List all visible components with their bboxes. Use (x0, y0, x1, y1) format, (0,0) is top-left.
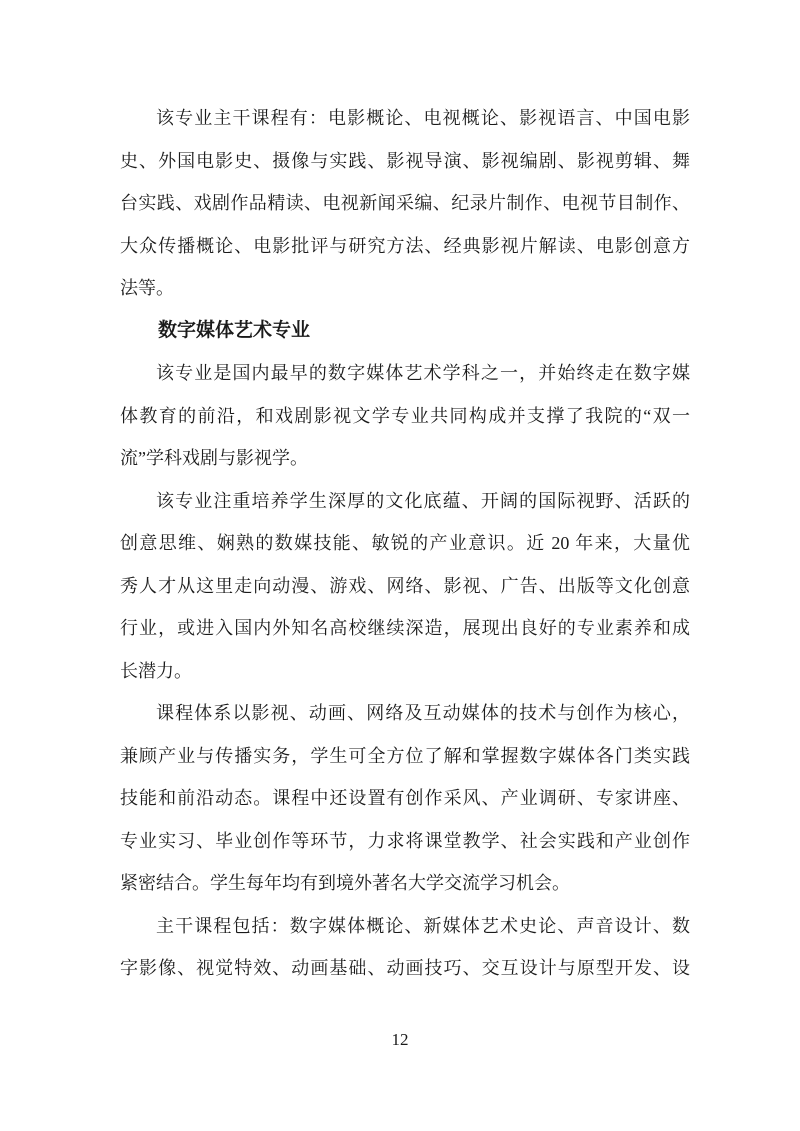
text-line: 史、外国电影史、摄像与实践、影视导演、影视编剧、影视剪辑、舞 (120, 150, 690, 171)
text-content (120, 97, 690, 990)
text-line: 行业，或进入国内外知名高校继续深造，展现出良好的专业素养和成 (120, 618, 690, 638)
text-line: 法等。 (120, 278, 174, 298)
section-heading: 数字媒体艺术专业 (158, 319, 311, 341)
text-line: 创意思维、娴熟的数媒技能、敏锐的产业意识。近 20 年来，大量优 (120, 533, 690, 553)
text-line: 台实践、戏剧作品精读、电视新闻采编、纪录片制作、电视节目制作、 (120, 193, 690, 213)
text-line: 秀人才从这里走向动漫、游戏、网络、影视、广告、出版等文化创意 (120, 575, 690, 596)
text-line: 字影像、视觉特效、动画基础、动画技巧、交互设计与原型开发、设 (120, 958, 690, 978)
text-line: 主干课程包括：数字媒体概论、新媒体艺术史论、声音设计、数 (156, 915, 690, 936)
page-number: 12 (391, 1030, 409, 1049)
text-line: 长潜力。 (120, 660, 192, 681)
text-line: 该专业主干课程有：电影概论、电视概论、影视语言、中国电影 (156, 108, 690, 128)
text-line: 该专业是国内最早的数字媒体艺术学科之一，并始终走在数字媒 (156, 363, 690, 383)
text-line: 体教育的前沿，和戏剧影视文学专业共同构成并支撑了我院的“双一 (120, 405, 690, 426)
text-line: 兼顾产业与传播实务，学生可全方位了解和掌握数字媒体各门类实践 (120, 745, 690, 766)
text-line: 大众传播概论、电影批评与研究方法、经典影视片解读、电影创意方 (120, 235, 690, 256)
text-line: 技能和前沿动态。课程中还设置有创作采风、产业调研、专家讲座、 (120, 788, 690, 808)
text-line: 该专业注重培养学生深厚的文化底蕴、开阔的国际视野、活跃的 (156, 490, 690, 511)
text-line: 紧密结合。学生每年均有到境外著名大学交流学习机会。 (120, 873, 570, 893)
text-line: 流”学科戏剧与影视学。 (120, 448, 308, 468)
text-line: 课程体系以影视、动画、网络及互动媒体的技术与创作为核心， (156, 703, 690, 723)
text-line: 专业实习、毕业创作等环节，力求将课堂教学、社会实践和产业创作 (120, 830, 690, 851)
